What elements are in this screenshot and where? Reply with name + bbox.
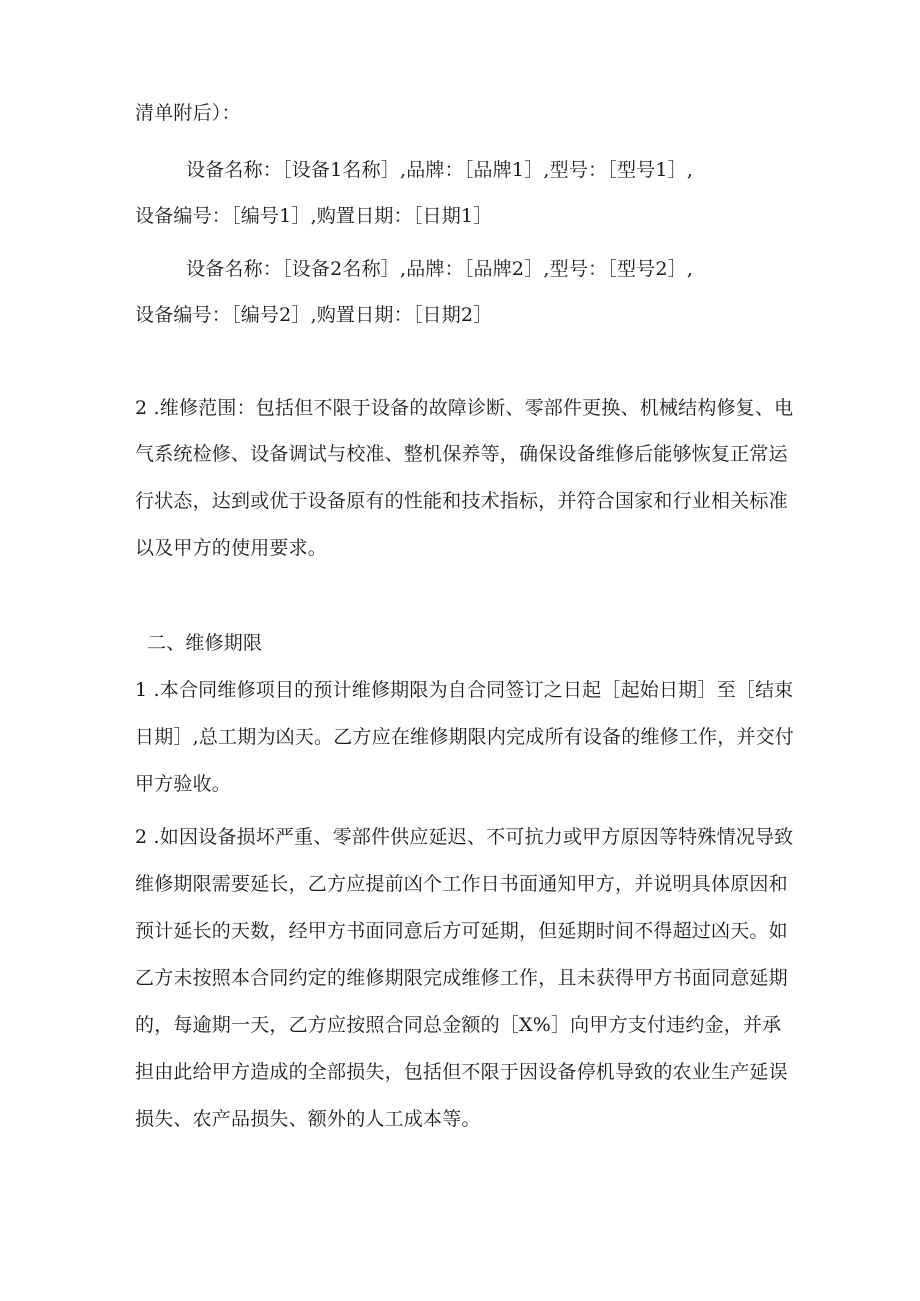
- clause-2-line: 损失、农产品损失、额外的人工成本等。: [135, 1108, 481, 1130]
- clause-2-line: 乙方未按照本合同约定的维修期限完成维修工作，且未获得甲方书面同意延期: [135, 967, 788, 989]
- clause-2-line: 担由此给甲方造成的全部损失，包括但不限于因设备停机导致的农业生产延误: [135, 1061, 788, 1083]
- device-2-name-line: 设备名称：［设备2名称］,品牌：［品牌2］,型号：［型号2］,: [186, 258, 694, 280]
- clause-2-line: 预计延长的天数，经甲方书面同意后方可延期，但延期时间不得超过凶天。如: [135, 920, 788, 942]
- clause-1-line: 1 .本合同维修项目的预计维修期限为自合同签订之日起［起始日期］至［结束: [135, 679, 794, 701]
- clause-2-line: 维修期限需要延长，乙方应提前凶个工作日书面通知甲方，并说明具体原因和: [135, 873, 788, 895]
- clause-2-line: 2 .如因设备损坏严重、零部件供应延迟、不可抗力或甲方原因等特殊情况导致: [135, 826, 794, 848]
- equipment-list-intro-tail: 清单附后）：: [135, 102, 241, 124]
- clause-1-line: 日期］,总工期为凶天。乙方应在维修期限内完成所有设备的维修工作，并交付: [135, 726, 795, 748]
- device-1-name-line: 设备名称：［设备1名称］,品牌：［品牌1］,型号：［型号1］,: [186, 159, 694, 181]
- repair-scope-line: 以及甲方的使用要求。: [135, 537, 328, 559]
- clause-1-line: 甲方验收。: [135, 773, 232, 795]
- repair-scope-line: 行状态，达到或优于设备原有的性能和技术指标，并符合国家和行业相关标准: [135, 490, 788, 512]
- repair-scope-line: 气系统检修、设备调试与校准、整机保养等，确保设备维修后能够恢复正常运: [135, 443, 788, 465]
- device-2-id-line: 设备编号：［编号2］,购置日期：［日期2］: [135, 304, 493, 326]
- repair-scope-line: 2 .维修范围：包括但不限于设备的故障诊断、零部件更换、机械结构修复、电: [135, 397, 794, 419]
- clause-2-line: 的，每逾期一天，乙方应按照合同总金额的［X%］向甲方支付违约金，并承: [135, 1014, 782, 1036]
- section-heading-repair-period: 二、维修期限: [147, 632, 263, 654]
- device-1-id-line: 设备编号：［编号1］,购置日期：［日期1］: [135, 205, 493, 227]
